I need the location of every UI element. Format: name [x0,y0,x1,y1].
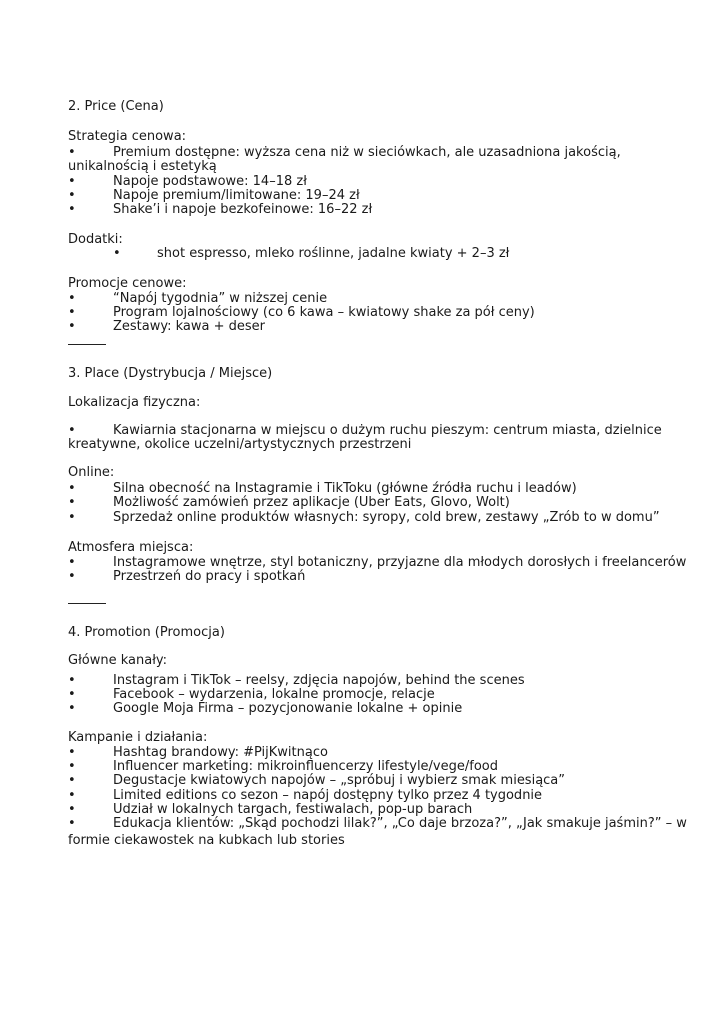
section-divider [68,603,106,604]
document-page: 2. Price (Cena) Strategia cenowa: • Premium dostępne: wyższa cena niż w sieciówkach, ale uzasadniona jakością, unikalnością i estetyką • Napoje podstawowe: 14–18 zł • Napoje premium/limitowane: 19–24 zł • Shake’i i napoje bezkofeinowe: 16–22 zł Dodatki: • shot espresso, mleko roślinne, jadalne kwiaty + 2–3 zł Promocje cenowe: • “Napój tygodnia” w niższej cenie • Program lojalnościowy (co 6 kawa – kwiatowy shake za pół ceny) • Zestawy: kawa + deser 3. Place (Dystrybucja / Miejsce) Lokalizacja fizyczna: • Kawiarnia stacjonarna w miejscu o dużym ruchu pieszym: centrum miasta, dzielnice kreatywne, okolice uczelni/artystycznych przestrzeni Online: • Silna obecność na Instagramie i TikToku (główne źródła ruchu i leadów) • Możliwość zamówień przez aplikacje (Uber Eats, Glovo, Wolt) • Sprzedaż online produktów własnych: syropy, cold brew, zestawy „Zrób to w domu” Atmosfera miejsca: • Instagramowe wnętrze, styl botaniczny, przyjazne dla młodych dorosłych i freelancerów • Przestrzeń do pracy i spotkań 4. Promotion (Promocja) Główne kanały: • Instagram i TikTok – reelsy, zdjęcia napojów, behind the scenes • Facebook – wydarzenia, lokalne promocje, relacje • Google Moja Firma – pozycjonowanie lokalne + opinie Kampanie i działania: • Hashtag brandowy: #PijKwitnąco • Influencer marketing: mikroinfluencerzy lifestyle/vege/food • Degustacje kwiatowych napojów – „spróbuj i wybierz smak miesiąca” • Limited editions co sezon – napój dostępny tylko przez 4 tygodnie • Udział w lokalnych targach, festiwalach, pop-up barach • Edukacja klientów: „Skąd pochodzi lilak?”, „Co daje brzoza?”, „Jak smakuje jaśmin?” – w formie ciekawostek na kubkach lub stories [68,99,687,848]
section-divider [68,344,106,345]
